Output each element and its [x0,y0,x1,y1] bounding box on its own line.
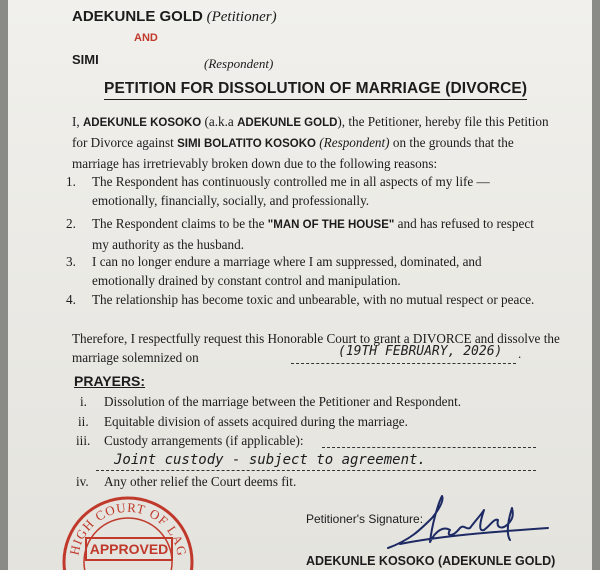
prayers-heading: PRAYERS: [74,373,146,389]
approved-stamp [60,494,196,570]
intro-text: (a.k.a [201,114,238,129]
custody-line [322,447,536,448]
petitioner-role: (Petitioner) [206,9,277,25]
intro-name-petitioner: ADEKUNLE KOSOKO [83,117,202,129]
reason-number: 1. [66,174,76,189]
prayer-text: Equitable division of assets acquired during the marriage. [104,414,408,429]
prayer-text: Any other relief the Court deems fit. [104,474,297,489]
handwritten-signature [380,490,550,560]
period: . [518,346,522,361]
custody-line-2 [96,470,536,471]
intro-text: on the grounds that the marriage has irretrievably broken down due to the following reasons: [72,135,514,171]
and-label: AND [134,32,158,44]
intro-text: ), the Petitioner, hereby file this Petition for Divorce against [72,114,549,150]
stamp-ring-text: HIGH COURT OF LAG [66,499,190,558]
reason-number: 2. [66,216,76,231]
petitioner-line [72,8,277,26]
reason-text [92,214,542,254]
intro-alias: ADEKUNLE GOLD [237,117,338,129]
prayer-number: ii. [78,414,89,429]
reason-text-part: and has refused to respect my authority as the husband. [92,216,534,252]
intro-name-respondent: SIMI BOLATITO KOSOKO [177,138,316,150]
reason-text-part: The Respondent claims to be the [92,216,268,231]
reason-text: I can no longer endure a marriage where I am suppressed, dominated, and emotionally drained by constant control and manipulation. [92,254,482,288]
therefore-text: Therefore, I respectfully request this Honorable Court to grant a DIVORCE and dissolve the marriage solemnized on [72,331,560,365]
stamp-approved-text: APPROVED [89,541,169,557]
reason-text: The Respondent has continuously controlled me in all aspects of my life — emotionally, financially, socially, and professionally. [92,174,490,208]
document-page [8,0,592,570]
signatory-name: ADEKUNLE KOSOKO (ADEKUNLE GOLD) [306,554,556,568]
reason-number: 4. [66,292,76,307]
petitioner-name: ADEKUNLE GOLD [72,8,203,25]
prayer-number: i. [80,394,87,409]
document-title: PETITION FOR DISSOLUTION OF MARRIAGE (DIVORCE) [104,80,527,100]
intro-text: I, [72,114,83,129]
respondent-name: SIMI [72,52,99,67]
reason-quote: "MAN OF THE HOUSE" [267,219,395,231]
prayer-number: iii. [76,433,91,448]
reason-number: 3. [66,254,76,269]
intro-role: (Respondent) [319,135,390,150]
prayer-number: iv. [76,474,89,489]
marriage-date: (19TH FEBRUARY, 2026) [338,344,503,359]
reason-text: The relationship has become toxic and unbearable, with no mutual respect or peace. [92,292,535,307]
custody-handwritten: Joint custody - subject to agreement. [114,452,426,468]
intro-paragraph [72,112,562,173]
prayer-text: Dissolution of the marriage between the Petitioner and Respondent. [104,394,462,409]
prayer-text: Custody arrangements (if applicable): [104,433,304,448]
stamp-graphic [60,494,196,570]
respondent-role: (Respondent) [204,56,274,71]
signature-label: Petitioner's Signature: [306,512,424,526]
